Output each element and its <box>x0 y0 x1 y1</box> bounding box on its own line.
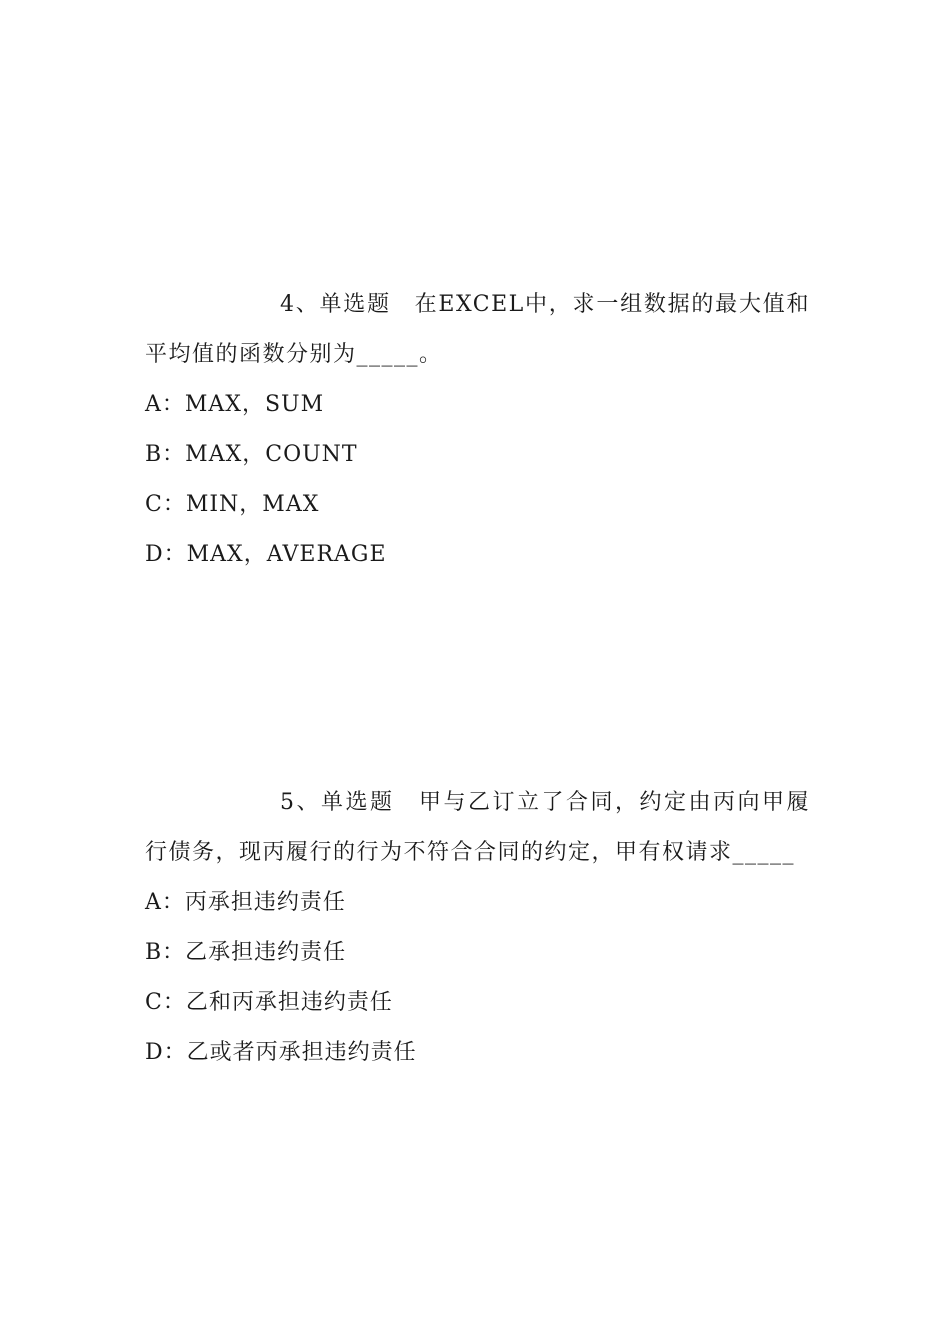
option-list <box>145 380 810 580</box>
option-a: A：丙承担违约责任 <box>145 890 346 915</box>
option-d: D：乙或者丙承担违约责任 <box>145 1040 417 1065</box>
question-5 <box>145 778 810 1078</box>
question-4 <box>145 280 810 580</box>
option-c: C：MIN，MAX <box>145 492 320 517</box>
option-d: D：MAX，AVERAGE <box>145 542 387 567</box>
question-stem: 5、单选题 甲与乙订立了合同，约定由丙向甲履行债务，现丙履行的行为不符合合同的约定，甲有权请求_____ <box>145 790 810 865</box>
option-b: B：MAX，COUNT <box>145 442 358 467</box>
option-a: A：MAX，SUM <box>145 392 325 417</box>
question-stem: 4、单选题 在EXCEL中，求一组数据的最大值和平均值的函数分别为_____。 <box>145 292 810 367</box>
option-c: C：乙和丙承担违约责任 <box>145 990 393 1015</box>
option-list <box>145 878 810 1078</box>
option-b: B：乙承担违约责任 <box>145 940 347 965</box>
